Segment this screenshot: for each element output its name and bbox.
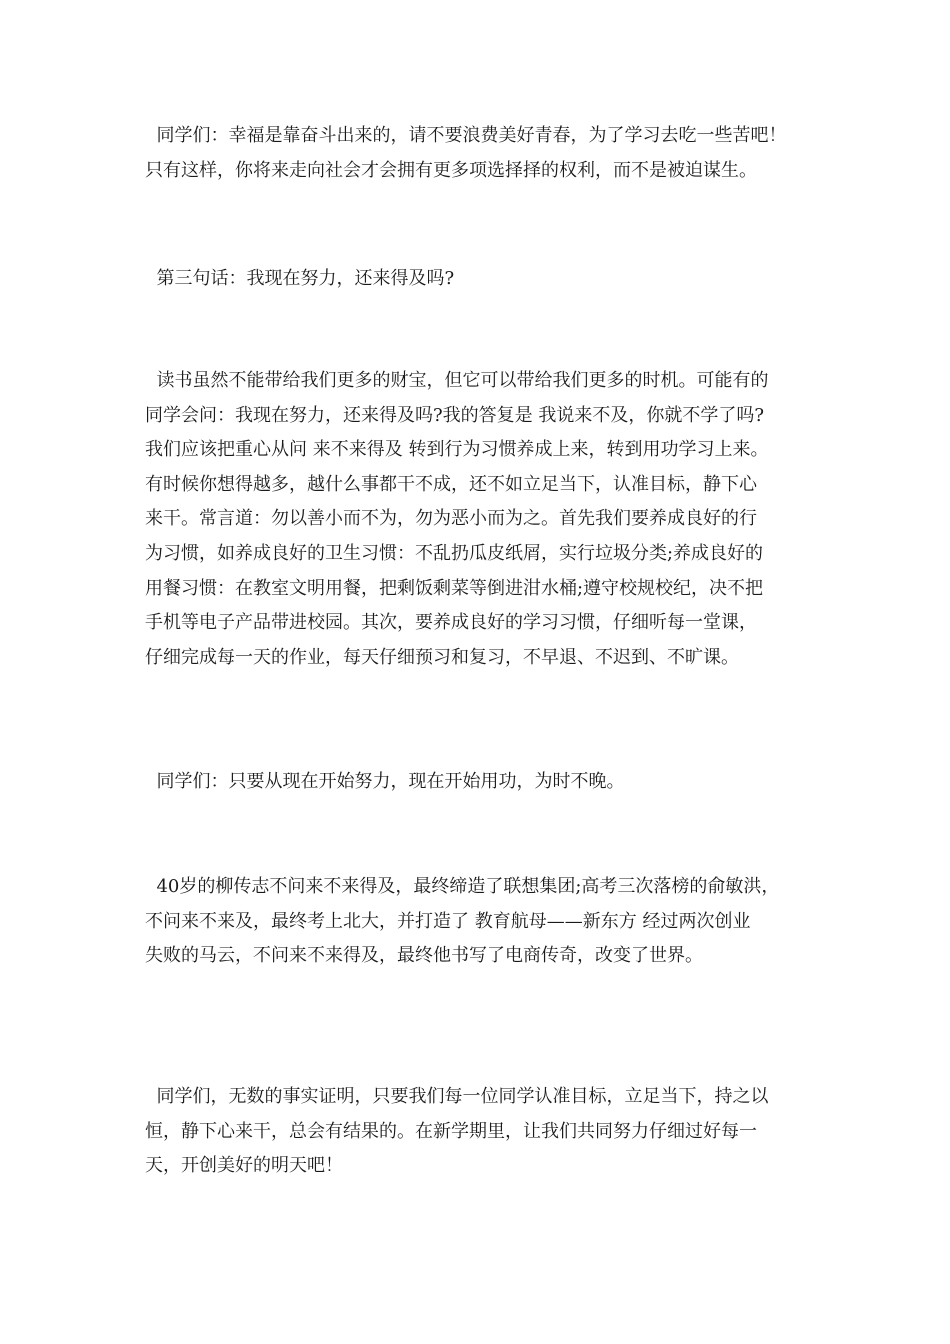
text-line: 有时候你想得越多，越什么事都干不成，还不如立足当下，认准目标，静下心 — [145, 473, 757, 495]
text-line: 同学们，无数的事实证明，只要我们每一位同学认准目标，立足当下，持之以 — [145, 1086, 769, 1107]
text-line: 不问来不来及，最终考上北大，并打造了 教育航母——新东方 经过两次创业 — [145, 910, 751, 932]
text-line: 为习惯，如养成良好的卫生习惯：不乱扔瓜皮纸屑，实行垃圾分类;养成良好的 — [145, 542, 764, 564]
paragraph-examples — [145, 870, 815, 974]
paragraph-conclusion — [145, 1080, 815, 1184]
text-line: 只有这样，你将来走向社会才会拥有更多项选择择的权利，而不是被迫谋生。 — [145, 159, 757, 181]
paragraph-reading — [145, 364, 815, 675]
text-line: 同学会问：我现在努力，还来得及吗?我的答复是 我说来不及，你就不学了吗? — [145, 404, 765, 426]
text-line: 恒，静下心来干，总会有结果的。在新学期里，让我们共同努力仔细过好每一 — [145, 1120, 757, 1142]
text-line: 同学们：只要从现在开始努力，现在开始用功，为时不晚。 — [145, 771, 625, 792]
text-line: 失败的马云，不问来不来得及，最终他书写了电商传奇，改变了世界。 — [145, 945, 703, 967]
text-line: 40岁的柳传志不问来不来得及，最终缔造了联想集团;高考三次落榜的俞敏洪， — [145, 876, 780, 897]
paragraph-happiness — [145, 119, 815, 188]
text-line: 来干。常言道：勿以善小而不为，勿为恶小而为之。首先我们要养成良好的行 — [145, 508, 757, 530]
section-heading-third-sentence — [145, 262, 815, 297]
paragraph-not-too-late — [145, 765, 815, 800]
text-line: 读书虽然不能带给我们更多的财宝，但它可以带给我们更多的时机。可能有的 — [145, 370, 769, 391]
text-line: 用餐习惯：在教室文明用餐，把剩饭剩菜等倒进泔水桶;遵守校规校纪，决不把 — [145, 577, 764, 599]
text-line: 天，开创美好的明天吧！ — [145, 1155, 343, 1177]
text-line: 第三句话：我现在努力，还来得及吗? — [145, 268, 455, 289]
text-line: 同学们：幸福是靠奋斗出来的，请不要浪费美好青春，为了学习去吃一些苦吧！ — [145, 125, 787, 146]
text-line: 手机等电子产品带进校园。其次，要养成良好的学习习惯，仔细听每一堂课， — [145, 612, 757, 634]
text-line: 仔细完成每一天的作业，每天仔细预习和复习，不早退、不迟到、不旷课。 — [145, 646, 739, 668]
text-line: 我们应该把重心从问 来不来得及 转到行为习惯养成上来，转到用功学习上来。 — [145, 439, 769, 461]
